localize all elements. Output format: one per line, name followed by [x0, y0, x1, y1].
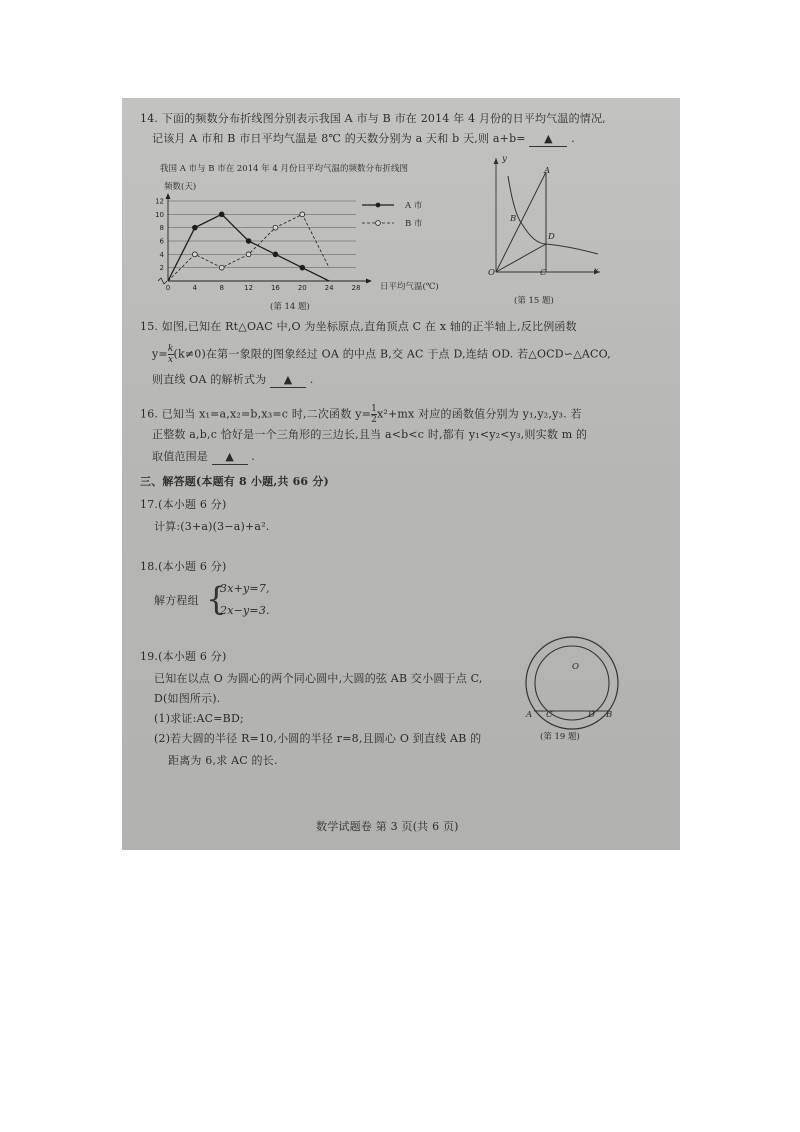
fig19-label-c: C — [546, 710, 553, 720]
answer-triangle-icon: ▲ — [283, 373, 293, 386]
fig15-label-d: D — [548, 232, 555, 242]
q16-line1-end: x²+mx 对应的函数值分别为 y₁,y₂,y₃. 若 — [377, 407, 582, 421]
series-b-point — [273, 225, 278, 230]
q16-frac-den: 2 — [371, 415, 377, 425]
q19-line4: (2)若大圆的半径 R=10,小圆的半径 r=8,且圆心 O 到直线 AB 的 — [154, 732, 482, 745]
series-a-point — [192, 225, 197, 230]
fig19-label-o: O — [572, 662, 579, 672]
fig19-label-b: B — [606, 710, 613, 720]
q18-label: 解方程组 — [154, 594, 199, 607]
q17-body: 计算:(3+a)(3−a)+a². — [154, 520, 270, 533]
y-tick-label: 4 — [159, 250, 164, 259]
figure-15-diagram — [478, 154, 608, 284]
q16-line1 — [140, 404, 582, 425]
q16-line3-end: . — [251, 450, 256, 463]
y-tick-label: 6 — [159, 237, 164, 246]
q18-eq2: 2x−y=3. — [220, 604, 270, 617]
q15-line3-text: 则直线 OA 的解析式为 — [152, 373, 267, 386]
fig15-label-o: O — [488, 268, 495, 278]
q18-eq1: 3x+y=7, — [220, 582, 270, 595]
y-tick-label: 2 — [159, 264, 164, 273]
q18-heading: 18.(本小题 6 分) — [140, 560, 227, 573]
q19-line1: 已知在以点 O 为圆心的两个同心圆中,大圆的弦 AB 交小圆于点 C, — [154, 672, 483, 685]
x-axis-arrow-icon — [366, 279, 372, 284]
chart-xlabel: 日平均气温(℃) — [380, 282, 439, 292]
y-tick-label: 12 — [155, 197, 164, 206]
x-tick-label: 24 — [324, 284, 334, 292]
x-tick-label: 20 — [297, 284, 307, 292]
q15-line1: 15. 如图,已知在 Rt△OAC 中,O 为坐标原点,直角顶点 C 在 x 轴的正半轴上,反比例函数 — [140, 320, 577, 333]
brace-icon: { — [206, 580, 227, 618]
x-tick-label: 4 — [192, 284, 198, 292]
answer-triangle-icon: ▲ — [544, 132, 553, 145]
frequency-line-chart — [140, 193, 380, 293]
fig15-label-b: B — [510, 214, 517, 224]
q19-line3: (1)求证:AC=BD; — [154, 712, 244, 725]
y-tick-label: 10 — [155, 210, 164, 219]
series-b-point — [300, 212, 305, 217]
series-a-line — [168, 214, 329, 281]
series-b-line — [168, 214, 329, 281]
q14-line2 — [152, 132, 575, 147]
scanned-exam-page — [122, 98, 680, 850]
fig19-label-a: A — [526, 710, 533, 720]
series-a-point — [273, 252, 278, 257]
series-b-point — [219, 265, 224, 270]
q16-line3-text: 取值范围是 — [152, 450, 208, 463]
fig19-caption: (第 19 题) — [540, 732, 580, 742]
q14-answer-blank — [529, 132, 567, 147]
x-tick-label: 0 — [165, 284, 171, 292]
section-3-heading: 三、解答题(本题有 8 小题,共 66 分) — [140, 475, 329, 488]
q15-frac-num: k — [167, 344, 174, 354]
q15-line3-end: . — [309, 373, 314, 386]
q17-heading: 17.(本小题 6 分) — [140, 498, 227, 511]
q16-frac-num: 1 — [371, 404, 377, 414]
q14-line2-text: 记该月 A 市和 B 市日平均气温是 8℃ 的天数分别为 a 天和 b 天,则 a+b= — [152, 132, 526, 145]
series-b-point — [246, 252, 251, 257]
fig15-label-y: y — [502, 154, 507, 164]
legend-b-marker — [376, 221, 381, 226]
q15-line2-text: (k≠0)在第一象限的图象经过 OA 的中点 B,交 AC 于点 D,连结 OD. 若△OCD∽△ACO, — [173, 347, 611, 361]
series-a-point — [246, 239, 251, 244]
series-b-point — [192, 252, 197, 257]
fig15-caption: (第 15 题) — [514, 296, 554, 306]
chart-ylabel: 频数(天) — [164, 182, 197, 192]
page-footer: 数学试题卷 第 3 页(共 6 页) — [316, 820, 459, 833]
q14-line1: 14. 下面的频数分布折线图分别表示我国 A 市与 B 市在 2014 年 4 月份的日平均气温的情况, — [140, 112, 606, 125]
answer-triangle-icon: ▲ — [225, 450, 235, 463]
q15-frac-den: x — [168, 355, 174, 365]
fig19-label-d: D — [588, 710, 595, 720]
q19-line2: D(如图所示). — [154, 692, 221, 705]
series-a-point — [219, 212, 224, 217]
x-tick-label: 28 — [351, 284, 361, 292]
series-a-point — [300, 265, 305, 270]
legend-a-marker — [376, 203, 381, 208]
fig15-label-c: C — [540, 268, 547, 278]
legend-a-label: A 市 — [405, 201, 423, 211]
x-tick-label: 12 — [244, 284, 254, 292]
fig15-label-a: A — [544, 166, 551, 176]
q15-answer-blank — [270, 373, 306, 388]
q19-line5: 距离为 6,求 AC 的长. — [168, 754, 278, 767]
chart-caption: (第 14 题) — [270, 302, 310, 312]
q16-line1-text: 16. 已知当 x₁=a,x₂=b,x₃=c 时,二次函数 y= — [140, 407, 372, 421]
q15-y-equals: y= — [152, 347, 168, 361]
x-tick-label: 16 — [270, 284, 280, 292]
q14-line2-end: . — [571, 132, 575, 145]
q16-answer-blank — [212, 450, 248, 465]
q16-line3 — [152, 450, 255, 465]
q16-line2: 正整数 a,b,c 恰好是一个三角形的三边长,且当 a<b<c 时,都有 y₁<y₂<y₃,则实数 m 的 — [152, 428, 588, 441]
q19-heading: 19.(本小题 6 分) — [140, 650, 227, 663]
fig15-label-x: x — [594, 266, 599, 276]
y-axis-arrow-icon — [166, 193, 171, 199]
chart-title: 我国 A 市与 B 市在 2014 年 4 月份日平均气温的频数分布折线图 — [160, 164, 409, 174]
q15-line2 — [152, 344, 611, 365]
y-tick-label: 8 — [159, 224, 164, 233]
x-tick-label: 8 — [219, 284, 224, 292]
q15-line3 — [152, 373, 313, 388]
legend-b-label: B 市 — [405, 219, 423, 229]
